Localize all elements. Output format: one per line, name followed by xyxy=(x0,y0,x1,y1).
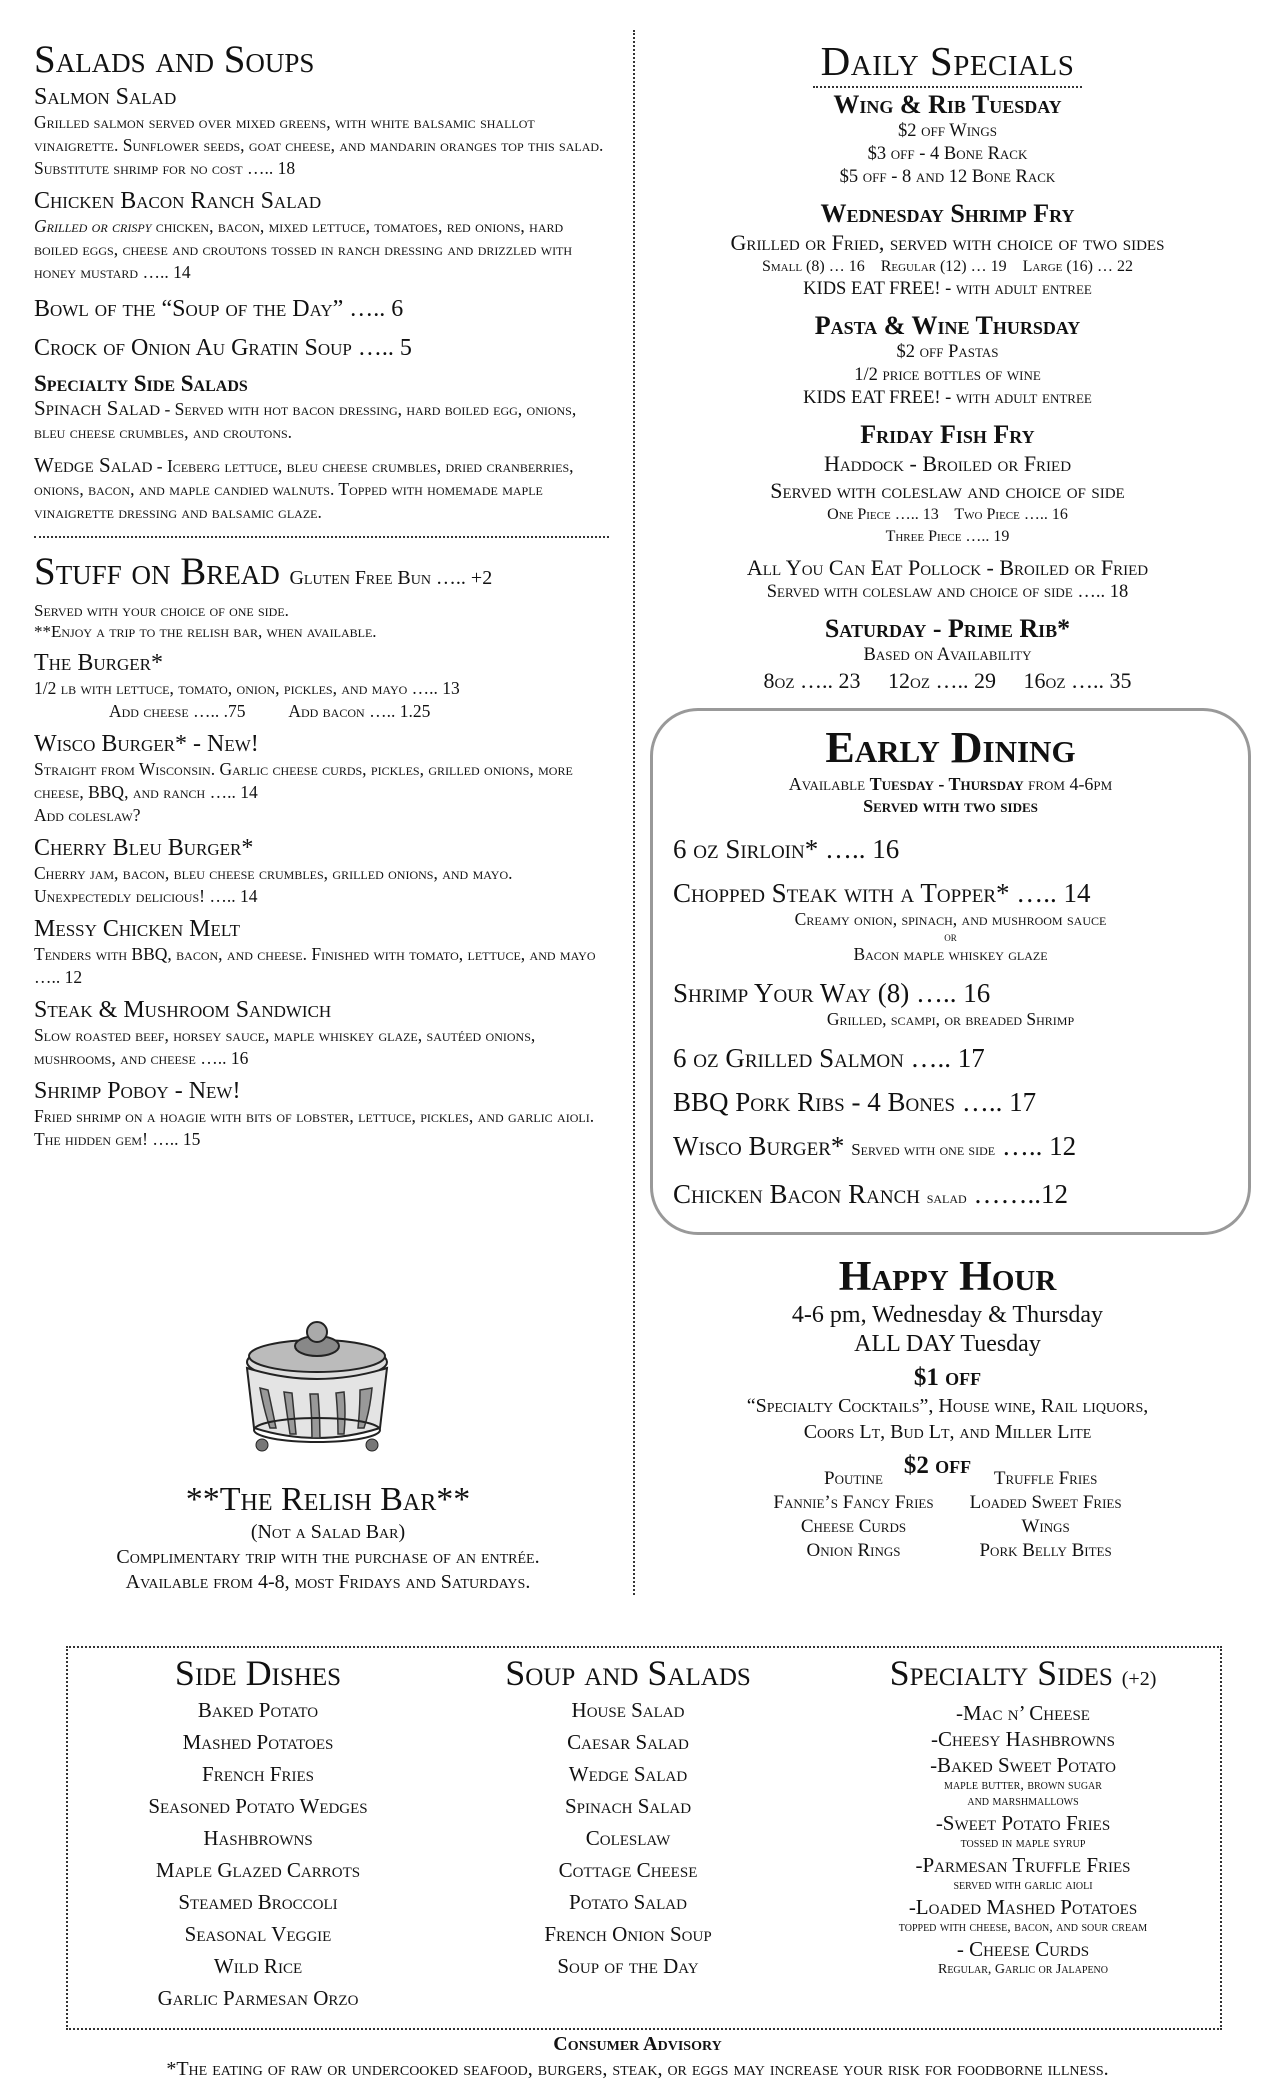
cherry-bleu-name: Cherry Bleu Burger* xyxy=(34,835,254,861)
chicken-melt-name: Messy Chicken Melt xyxy=(34,916,241,942)
wednesday-line-2: Small (8) … 16 Regular (12) … 19 Large (16) … 22 xyxy=(761,258,1134,275)
early-wisco-small: Served with one side xyxy=(851,1140,996,1159)
side-dish-item: Garlic Parmesan Orzo xyxy=(157,1986,359,2010)
left-column xyxy=(34,38,609,1151)
happy-hour-right-item: Wings xyxy=(1021,1516,1070,1537)
happy-hour-left-item: Poutine xyxy=(824,1468,883,1489)
happy-hour-text-1: “Specialty Cocktails”, House wine, Rail liquors, xyxy=(746,1395,1149,1417)
friday-title: Friday Fish Fry xyxy=(860,420,1035,449)
happy-hour-line-1: 4-6 pm, Wednesday & Thursday xyxy=(791,1302,1104,1328)
specialty-side-item: -Cheesy Hashbrowns xyxy=(931,1727,1115,1751)
specialty-side-salads-heading: Specialty Side Salads xyxy=(34,371,248,396)
soup-salad-item: Cottage Cheese xyxy=(558,1858,698,1882)
side-dishes-heading: Side Dishes xyxy=(174,1653,342,1693)
relish-title: **The Relish Bar** xyxy=(185,1481,471,1518)
early-dining-title: Early Dining xyxy=(825,723,1076,772)
shrimp-poboy-desc: Fried shrimp on a hoagie with bits of lobster, lettuce, pickles, and garlic aioli. The hidden gem! ….. 15 xyxy=(34,1106,595,1149)
bread-note-2: **Enjoy a trip to the relish bar, when available. xyxy=(34,622,377,641)
soup-salad-item: Soup of the Day xyxy=(557,1954,699,1978)
side-dish-item: Hashbrowns xyxy=(203,1826,313,1850)
burger-addons: Add cheese ….. .75 Add bacon ….. 1.25 xyxy=(109,701,431,721)
relish-line-1: Complimentary trip with the purchase of an entrée. xyxy=(116,1546,540,1568)
friday-line-1: Haddock - Broiled or Fried xyxy=(823,451,1072,476)
burger-desc: 1/2 lb with lettuce, tomato, onion, pickles, and mayo ….. 13 xyxy=(34,678,460,698)
happy-hour-right-item: Loaded Sweet Fries xyxy=(969,1492,1122,1513)
soup-salad-item: French Onion Soup xyxy=(544,1922,712,1946)
gluten-free-bun: Gluten Free Bun ….. +2 xyxy=(289,567,493,589)
side-dish-item: Seasoned Potato Wedges xyxy=(148,1794,368,1818)
happy-hour-items xyxy=(650,1467,1245,1563)
early-wisco xyxy=(673,1130,1228,1166)
early-wisco-name: Wisco Burger* xyxy=(673,1131,852,1161)
wednesday-title: Wednesday Shrimp Fry xyxy=(820,199,1075,228)
early-ribs: BBQ Pork Ribs - 4 Bones ….. 17 xyxy=(673,1087,1037,1117)
specialty-sides-plus: (+2) xyxy=(1121,1668,1157,1690)
side-dish-item: Seasonal Veggie xyxy=(184,1922,332,1946)
specialty-side-note: Regular, Garlic or Jalapeno xyxy=(937,1962,1108,1977)
friday-line-6: Served with coleslaw and choice of side ….. 18 xyxy=(766,582,1129,602)
tuesday-line-1: $2 off Wings xyxy=(897,121,998,141)
column-divider xyxy=(633,30,635,1595)
early-chopped-desc-2: Bacon maple whiskey glaze xyxy=(853,944,1048,964)
saturday-line-2: 8oz ….. 23 12oz ….. 29 16oz ….. 35 xyxy=(763,668,1132,693)
early-cbr-price: ……..12 xyxy=(966,1179,1068,1209)
spinach-salad xyxy=(34,397,609,444)
thursday-line-3: KIDS EAT FREE! - with adult entree xyxy=(803,388,1092,408)
specialty-side-note: tossed in maple syrup xyxy=(960,1836,1086,1851)
specialty-side-item: -Sweet Potato Fries xyxy=(935,1811,1111,1835)
specialty-sides-heading-text: Specialty Sides xyxy=(889,1653,1113,1693)
wedge-salad-desc: - Iceberg lettuce, bleu cheese crumbles, dried cranberries, onions, bacon, and maple candied walnuts. Topped with homemade maple vinaigrette dressing and balsamic glaze. xyxy=(34,456,574,522)
steak-sandwich-desc: Slow roasted beef, horsey sauce, maple whiskey glaze, sautéed onions, mushrooms, and cheese ….. 16 xyxy=(34,1025,536,1068)
thursday-line-2: 1/2 price bottles of wine xyxy=(854,365,1041,385)
section-divider xyxy=(34,536,609,538)
side-dishes-column xyxy=(88,1652,428,2014)
specialty-side-note: and marshmallows xyxy=(967,1794,1079,1809)
tuesday-title: Wing & Rib Tuesday xyxy=(833,90,1062,119)
bread-note-1: Served with your choice of one side. xyxy=(34,601,289,620)
wednesday-line-3: KIDS EAT FREE! - with adult entree xyxy=(803,279,1092,299)
side-dish-item: Wild Rice xyxy=(213,1954,303,1978)
saturday-title: Saturday - Prime Rib* xyxy=(824,614,1071,643)
early-dining-sides: Served with two sides xyxy=(863,796,1038,816)
specialty-side-item: -Baked Sweet Potato xyxy=(930,1753,1116,1777)
early-wisco-price: ….. 12 xyxy=(995,1131,1077,1161)
early-salmon: 6 oz Grilled Salmon ….. 17 xyxy=(673,1043,985,1073)
happy-hour-line-2: ALL DAY Tuesday xyxy=(854,1331,1041,1357)
early-avail-post: from 4-6pm xyxy=(1023,774,1113,794)
relish-sub: (Not a Salad Bar) xyxy=(250,1521,406,1543)
early-chopped-steak: Chopped Steak with a Topper* ….. 14 xyxy=(673,878,1091,908)
soup-salad-item: Potato Salad xyxy=(569,1890,687,1914)
early-shrimp: Shrimp Your Way (8) ….. 16 xyxy=(673,978,991,1008)
relish-bar xyxy=(28,1480,628,1595)
cbr-salad-desc xyxy=(34,215,609,284)
wednesday-line-1: Grilled or Fried, served with choice of two sides xyxy=(730,230,1165,255)
cbr-salad-lead: Grilled or crispy xyxy=(34,216,152,236)
soup-salads-heading: Soup and Salads xyxy=(505,1653,751,1693)
soup-salad-item: Wedge Salad xyxy=(568,1762,688,1786)
steak-sandwich-name: Steak & Mushroom Sandwich xyxy=(34,997,332,1023)
early-cbr-name: Chicken Bacon Ranch xyxy=(673,1179,927,1209)
salmon-salad-desc xyxy=(34,111,609,180)
soup-salad-item: Coleslaw xyxy=(585,1826,671,1850)
friday-line-2: Served with coleslaw and choice of side xyxy=(770,478,1125,503)
early-shrimp-desc: Grilled, scampi, or breaded Shrimp xyxy=(826,1009,1075,1029)
specialty-sides-heading xyxy=(838,1652,1208,1700)
cbr-salad-name: Chicken Bacon Ranch Salad xyxy=(34,188,322,214)
wisco-burger-extra: Add coleslaw? xyxy=(34,805,141,825)
cbr-salad-text: chicken, bacon, mixed lettuce, tomatoes, red onions, hard boiled eggs, cheese and croutons tossed in ranch dressing and drizzled with honey mustard ….. 14 xyxy=(34,216,573,282)
side-dish-item: Mashed Potatoes xyxy=(182,1730,334,1754)
specialty-side-item: -Loaded Mashed Potatoes xyxy=(908,1895,1138,1919)
happy-hour-off-2: $2 off xyxy=(903,1452,972,1479)
shrimp-poboy-name: Shrimp Poboy - New! xyxy=(34,1078,241,1104)
spinach-salad-desc: - Served with hot bacon dressing, hard boiled egg, onions, bleu cheese crumbles, and croutons. xyxy=(34,399,577,442)
burger-name: The Burger* xyxy=(34,650,163,676)
soup-salad-item: Caesar Salad xyxy=(567,1730,689,1754)
early-chopped-or: or xyxy=(944,929,957,944)
early-sirloin: 6 oz Sirloin* ….. 16 xyxy=(673,834,900,864)
salmon-salad-name: Salmon Salad xyxy=(34,84,177,110)
early-avail-pre: Available xyxy=(788,774,870,794)
chicken-melt-desc: Tenders with BBQ, bacon, and cheese. Finished with tomato, lettuce, and mayo ….. 12 xyxy=(34,944,596,987)
happy-hour-left-list xyxy=(773,1467,933,1563)
consumer-advisory xyxy=(0,2032,1275,2082)
specialty-sides-column xyxy=(838,1652,1208,1978)
specialty-side-item: -Parmesan Truffle Fries xyxy=(915,1853,1131,1877)
early-dining-box xyxy=(650,708,1251,1235)
advisory-text: *The eating of raw or undercooked seafood, burgers, steak, or eggs may increase your risk for foodborne illness. xyxy=(166,2058,1109,2080)
specialty-side-note: maple butter, brown sugar xyxy=(944,1778,1102,1793)
specialty-side-note: topped with cheese, bacon, and sour cream xyxy=(898,1920,1148,1935)
happy-hour-off-1: $1 off xyxy=(913,1364,982,1391)
early-dining-availability xyxy=(673,773,1228,795)
bowl-soup: Bowl of the “Soup of the Day” ….. 6 xyxy=(34,296,404,322)
tuesday-line-2: $3 off - 4 Bone Rack xyxy=(867,144,1028,164)
side-dish-item: Maple Glazed Carrots xyxy=(155,1858,361,1882)
happy-hour-title: Happy Hour xyxy=(838,1254,1057,1300)
spinach-salad-name: Spinach Salad xyxy=(34,396,161,420)
happy-hour-left-item: Fannie’s Fancy Fries xyxy=(773,1492,934,1513)
thursday-title: Pasta & Wine Thursday xyxy=(814,311,1081,340)
wisco-burger-name: Wisco Burger* - New! xyxy=(34,731,259,757)
soup-salads-column xyxy=(458,1652,798,1982)
thursday-line-1: $2 off Pastas xyxy=(896,342,999,362)
happy-hour-text-2: Coors Lt, Bud Lt, and Miller Lite xyxy=(803,1421,1092,1443)
saturday-line-1: Based on Availability xyxy=(863,645,1032,665)
soup-salad-item: Spinach Salad xyxy=(564,1794,692,1818)
early-cbr xyxy=(673,1178,1228,1214)
happy-hour-right-list xyxy=(970,1467,1122,1563)
early-avail-days: Tuesday - Thursday xyxy=(869,774,1024,794)
salmon-salad-text: Grilled salmon served over mixed greens, with white balsamic shallot vinaigrette. Sunflower seeds, goat cheese, and mandarin oranges top this salad. xyxy=(34,112,604,155)
soup-salad-item: House Salad xyxy=(571,1698,685,1722)
friday-line-5: All You Can Eat Pollock - Broiled or Fried xyxy=(746,555,1149,580)
cherry-bleu-desc: Cherry jam, bacon, bleu cheese crumbles, grilled onions, and mayo. Unexpectedly delicious! ….. 14 xyxy=(34,863,513,906)
side-dish-item: Baked Potato xyxy=(197,1698,319,1722)
early-cbr-small: salad xyxy=(926,1188,967,1207)
right-column xyxy=(650,38,1245,1563)
crock-soup: Crock of Onion Au Gratin Soup ….. 5 xyxy=(34,335,412,361)
salads-heading: Salads and Soups xyxy=(34,38,315,81)
happy-hour-right-item: Pork Belly Bites xyxy=(979,1540,1112,1561)
wisco-burger-desc: Straight from Wisconsin. Garlic cheese curds, pickles, grilled onions, more cheese, BBQ, and ranch ….. 14 xyxy=(34,759,573,802)
sides-box xyxy=(66,1646,1222,2030)
early-chopped-desc-1: Creamy onion, spinach, and mushroom sauce xyxy=(794,909,1107,929)
relish-line-2: Available from 4-8, most Fridays and Saturdays. xyxy=(125,1571,531,1593)
specialty-side-item: - Cheese Curds xyxy=(956,1937,1090,1961)
side-dish-item: French Fries xyxy=(202,1762,314,1786)
tuesday-line-3: $5 off - 8 and 12 Bone Rack xyxy=(839,167,1056,187)
salmon-salad-sub: Substitute shrimp for no cost ….. 18 xyxy=(34,158,296,178)
friday-line-4: Three Piece ….. 19 xyxy=(885,528,1010,545)
happy-hour-right-item: Truffle Fries xyxy=(993,1468,1098,1489)
specialty-side-note: served with garlic aioli xyxy=(953,1878,1093,1893)
daily-specials-heading: Daily Specials xyxy=(813,38,1083,88)
relish-dish-icon xyxy=(232,1310,402,1460)
specialty-side-item: -Mac n’ Cheese xyxy=(956,1701,1090,1725)
wedge-salad xyxy=(34,454,609,524)
advisory-heading: Consumer Advisory xyxy=(553,2033,722,2055)
wedge-salad-name: Wedge Salad xyxy=(34,453,153,477)
bread-heading xyxy=(34,550,609,600)
bread-heading-text: Stuff on Bread xyxy=(34,550,280,593)
happy-hour-left-item: Onion Rings xyxy=(806,1540,901,1561)
happy-hour-left-item: Cheese Curds xyxy=(800,1516,907,1537)
friday-line-3: One Piece ….. 13 Two Piece ….. 16 xyxy=(827,506,1068,523)
side-dish-item: Steamed Broccoli xyxy=(178,1890,338,1914)
